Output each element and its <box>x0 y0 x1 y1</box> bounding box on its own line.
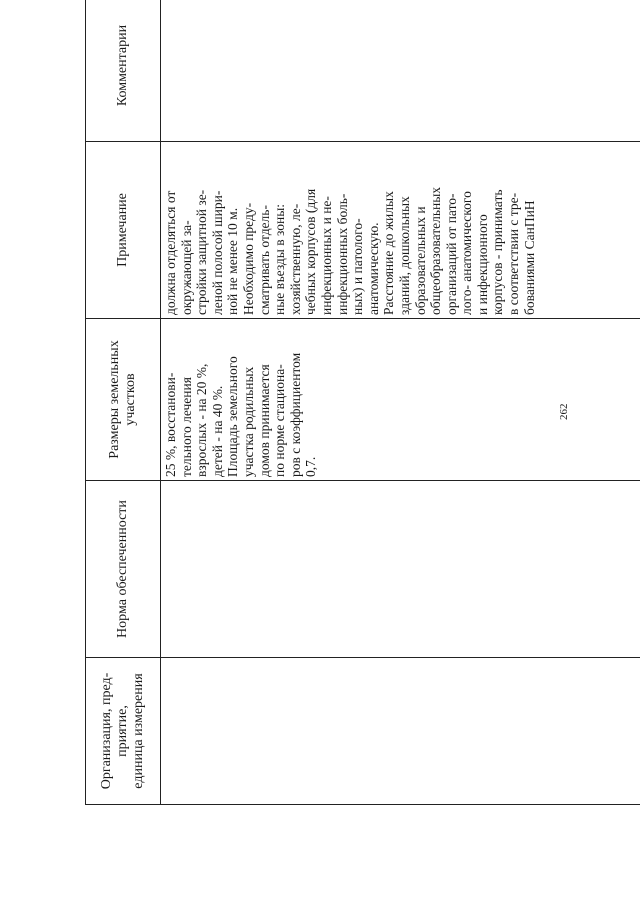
table-header-row <box>86 0 161 805</box>
cell-organization <box>161 658 640 805</box>
land-norms-table <box>85 0 640 805</box>
cell-norm <box>161 481 640 658</box>
cell-land-size: 25 %, восстанови- тельного лечения взрослых - на 20 %, детей - на 40 %. Площадь земельного участка родильных домов принимается по норме стациона- ров с коэффициентом 0,7. <box>161 319 640 481</box>
header-norm: Норма обеспеченности <box>86 481 161 658</box>
page-number: 262 <box>558 403 570 420</box>
header-organization: Организация, пред- приятие, единица измерения <box>86 658 161 805</box>
cell-comment <box>161 0 640 142</box>
table-row <box>161 0 640 805</box>
cell-note: должна отделяться от окружающей за- стройки защитной зе- леной полосой шири- ной не менее 10 м. Необходимо преду- сматривать отдель- ные въезды в зоны: хозяйственную, ле- чебных корпусов (для инфекционных и не- инфекционных боль- ных) и патолого- анатомическую. Расстояние до жилых зданий, дошкольных образовательных и общеобразовательных организаций от пато- лого- анатомического и инфекционного корпусов - принимать в соответствии с тре- бованиями СанПиН <box>161 142 640 319</box>
header-land-size: Размеры земельных участков <box>86 319 161 481</box>
header-comment: Комментарии <box>86 0 161 142</box>
rotated-table-wrapper <box>85 25 640 805</box>
header-note: Примечание <box>86 142 161 319</box>
